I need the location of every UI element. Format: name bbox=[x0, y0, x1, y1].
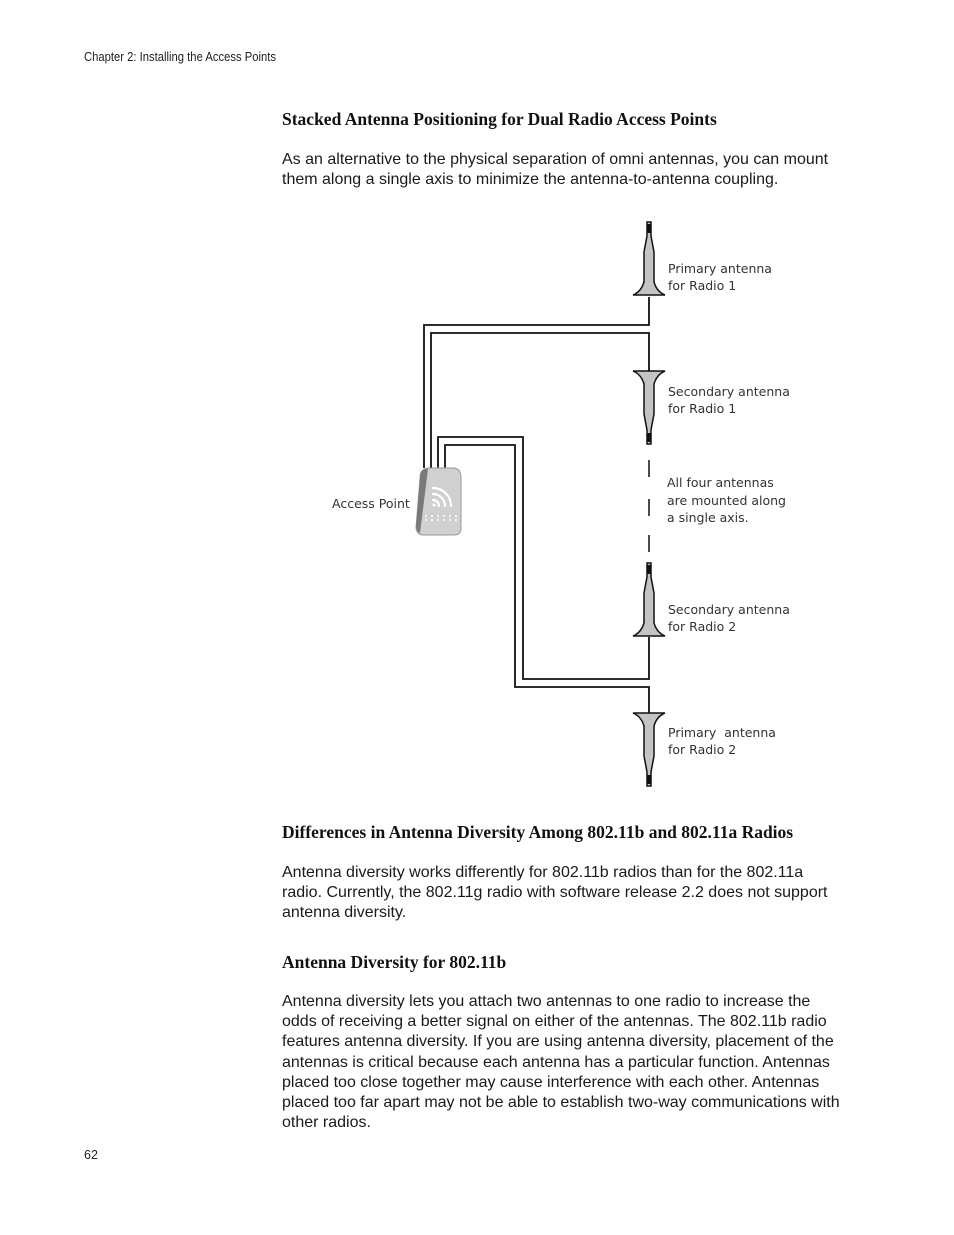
label-secondary-r2-line2: for Radio 2 bbox=[668, 619, 737, 634]
primary-antenna-radio-1 bbox=[633, 222, 665, 295]
label-primary-r2-line1: Primary antenna bbox=[668, 725, 776, 740]
cable-primary-radio-1 bbox=[424, 297, 649, 468]
label-axis-note-line1: All four antennas bbox=[667, 475, 774, 490]
label-secondary-r1-line1: Secondary antenna bbox=[668, 384, 790, 399]
secondary-antenna-radio-2 bbox=[633, 563, 665, 636]
label-access-point: Access Point bbox=[332, 496, 410, 511]
paragraph-stacked-antenna: As an alternative to the physical separation of omni antennas, you can mount them along a single axis to minimize the antenna-to-antenna coupling. bbox=[282, 151, 829, 189]
led-dots bbox=[425, 515, 457, 521]
page-number: 62 bbox=[84, 1148, 98, 1162]
label-primary-r1-line2: for Radio 1 bbox=[668, 278, 737, 293]
label-secondary-r2-line1: Secondary antenna bbox=[668, 602, 790, 617]
label-secondary-r1-line2: for Radio 1 bbox=[668, 401, 737, 416]
cable-radio-2 bbox=[438, 437, 649, 713]
secondary-antenna-radio-1 bbox=[633, 371, 665, 444]
section-heading-stacked-antenna: Stacked Antenna Positioning for Dual Radio Access Points bbox=[282, 109, 717, 129]
label-primary-r1-line1: Primary antenna bbox=[668, 261, 772, 276]
wifi-icon bbox=[433, 488, 452, 507]
running-header: Chapter 2: Installing the Access Points bbox=[84, 50, 276, 64]
primary-antenna-radio-2 bbox=[633, 713, 665, 786]
label-primary-r2-line2: for Radio 2 bbox=[668, 742, 737, 757]
paragraph-differences: Antenna diversity works differently for 802.11b radios than for the 802.11a radio. Currently, the 802.11g radio with software release 2.2 does not support antenna diversity. bbox=[282, 864, 828, 922]
paragraph-diversity-802-11b: Antenna diversity lets you attach two antennas to one radio to increase the odds of receiving a better signal on either of the antennas. The 802.11b radio features antenna diversity. If you are using antenna diversity, placement of the antennas is critical because each antenna has a particular function. Antennas placed too close together may cause interference with each other. Antennas placed too far apart may not be able to establish two-way communications with other radios. bbox=[282, 993, 840, 1132]
label-axis-note-line3: a single axis. bbox=[667, 510, 749, 525]
label-axis-note-line2: are mounted along bbox=[667, 493, 786, 508]
section-heading-differences: Differences in Antenna Diversity Among 802.11b and 802.11a Radios bbox=[282, 822, 794, 842]
access-point-device bbox=[416, 468, 461, 535]
section-heading-diversity-802-11b: Antenna Diversity for 802.11b bbox=[282, 952, 507, 972]
